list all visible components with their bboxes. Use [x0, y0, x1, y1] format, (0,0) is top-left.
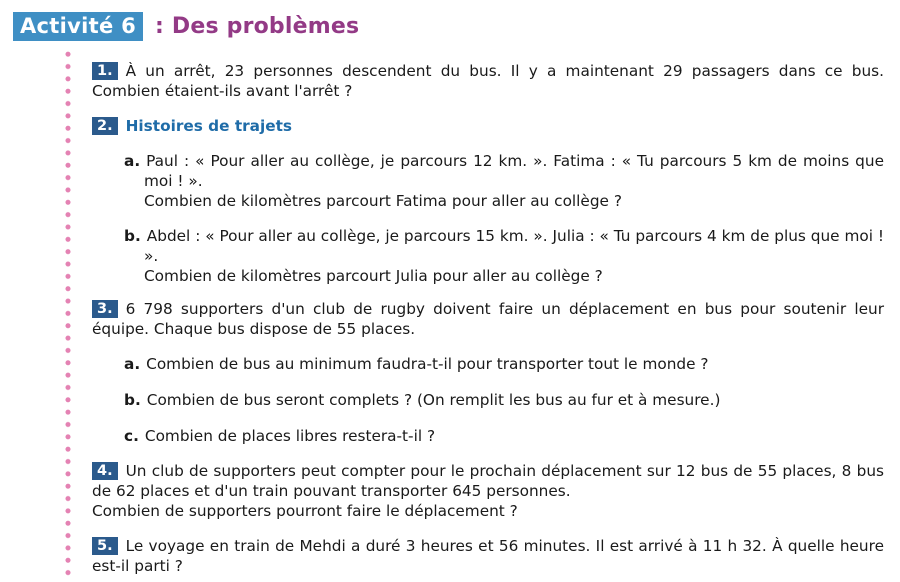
- problem-4: [92, 461, 884, 521]
- problem-5-statement: [92, 536, 884, 576]
- sub-item-letter: a.: [124, 152, 141, 170]
- sub-item-question: Combien de kilomètres parcourt Julia pour aller au collège ?: [144, 267, 603, 285]
- problem-number: 1.: [92, 62, 118, 80]
- sub-item-text: [124, 390, 884, 410]
- sub-item-statement: Abdel : « Pour aller au collège, je parcours 15 km. ». Julia : « Tu parcours 4 km de plus que moi ! ».: [144, 227, 884, 265]
- problem-number: 2.: [92, 117, 118, 135]
- sub-item-letter: b.: [124, 227, 141, 245]
- problem-3-text: 6 798 supporters d'un club de rugby doivent faire un déplacement en bus pour soutenir leur équipe. Chaque bus dispose de 55 places.: [92, 300, 884, 338]
- sub-item-letter: b.: [124, 391, 141, 409]
- sub-item-letter: c.: [124, 427, 139, 445]
- problem-number: 5.: [92, 537, 118, 555]
- activity-title-text: : Des problèmes: [155, 13, 360, 39]
- sub-item-statement: Paul : « Pour aller au collège, je parcours 12 km. ». Fatima : « Tu parcours 5 km de moins que moi ! ».: [144, 152, 884, 190]
- problem-number: 3.: [92, 300, 118, 318]
- sub-item-question: Combien de kilomètres parcourt Fatima pour aller au collège ?: [144, 192, 622, 210]
- sub-item-text: [124, 226, 884, 266]
- problem-2-heading: Histoires de trajets: [125, 117, 293, 135]
- problems-list: [92, 61, 884, 576]
- sub-item-letter: a.: [124, 355, 141, 373]
- sub-item-statement: Combien de places libres restera-t-il ?: [144, 427, 436, 445]
- problem-2-statement: [92, 116, 884, 136]
- activity-title: [13, 11, 359, 41]
- problem-4-text: Un club de supporters peut compter pour le prochain déplacement sur 12 bus de 55 places, 8 bus de 62 places et d'un train pouvant transporter 645 personnes.: [92, 462, 884, 500]
- problem-4-statement: [92, 461, 884, 501]
- sub-item-text: [124, 426, 884, 446]
- sub-item-statement: Combien de bus seront complets ? (On remplit les bus au fur et à mesure.): [146, 391, 721, 409]
- activity-badge: Activité 6: [13, 12, 143, 41]
- problem-1-text: À un arrêt, 23 personnes descendent du bus. Il y a maintenant 29 passagers dans ce bus. Combien étaient-ils avant l'arrêt ?: [92, 62, 884, 100]
- problem-3-statement: [92, 299, 884, 339]
- problem-1-statement: [92, 61, 884, 101]
- sub-item-text: [124, 354, 884, 374]
- dotted-margin-decoration: [64, 48, 72, 580]
- sub-item-statement: Combien de bus au minimum faudra-t-il pour transporter tout le monde ?: [146, 355, 709, 373]
- problem-2-item-b: [124, 226, 884, 286]
- problem-3-item-a: [124, 354, 884, 374]
- sub-item-text: [124, 151, 884, 191]
- problem-5-text: Le voyage en train de Mehdi a duré 3 heures et 56 minutes. Il est arrivé à 11 h 32. À quelle heure est-il parti ?: [92, 537, 884, 575]
- problem-4-question: Combien de supporters pourront faire le déplacement ?: [92, 502, 518, 520]
- problem-number: 4.: [92, 462, 118, 480]
- problem-3-item-c: [124, 426, 884, 446]
- problem-2-item-a: [124, 151, 884, 211]
- problem-3-item-b: [124, 390, 884, 410]
- problem-2: [92, 116, 884, 286]
- problem-5: [92, 536, 884, 576]
- problem-3: [92, 299, 884, 446]
- problem-1: [92, 61, 884, 101]
